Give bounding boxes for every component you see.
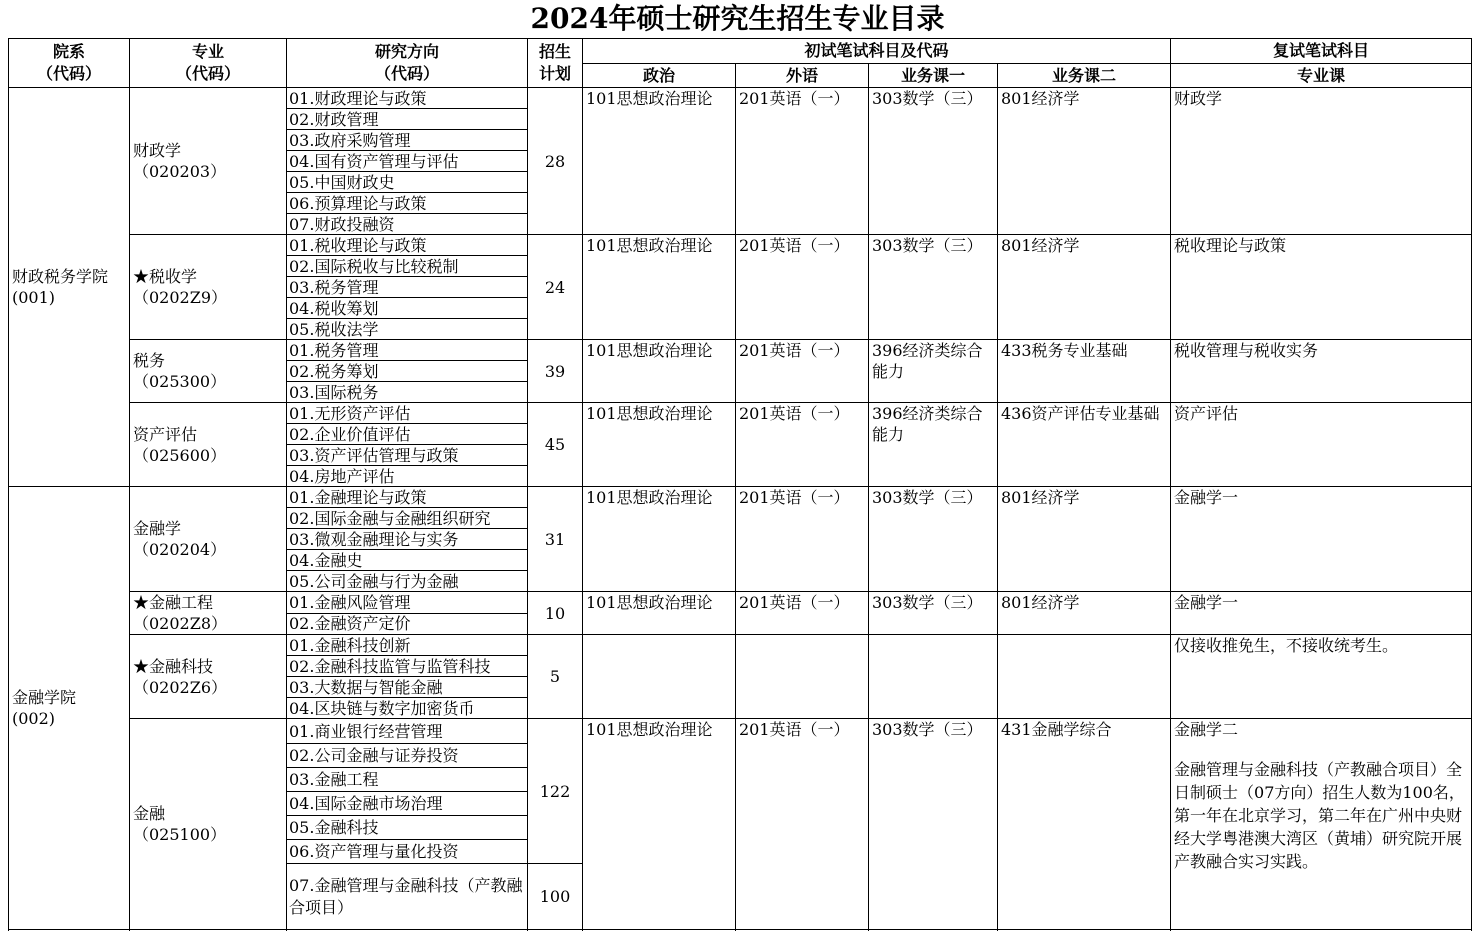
course1-cell <box>869 635 998 719</box>
major-cell: 财政学 （020203） <box>130 88 287 235</box>
header-retest: 复试笔试科目 <box>1171 39 1472 64</box>
quota-cell: 10 <box>528 592 583 635</box>
quota-cell: 45 <box>528 403 583 487</box>
course2-cell: 801经济学 <box>998 592 1171 635</box>
retest-cell <box>1171 719 1472 930</box>
quota-cell: 39 <box>528 340 583 403</box>
course2-cell: 801经济学 <box>998 88 1171 235</box>
course1-cell: 303数学（三） <box>869 235 998 340</box>
direction-item: 04.金融史 <box>287 550 528 571</box>
major-cell: ★金融工程 （0202Z8） <box>130 592 287 635</box>
direction-item: 07.财政投融资 <box>287 214 528 235</box>
course2-cell: 801经济学 <box>998 487 1171 592</box>
header-prelim: 初试笔试科目及代码 <box>583 39 1171 64</box>
dept-cell: 金融学院 (002) <box>9 487 130 930</box>
course1-cell: 303数学（三） <box>869 88 998 235</box>
course1-cell: 303数学（三） <box>869 592 998 635</box>
direction-item: 02.国际税收与比较税制 <box>287 256 528 277</box>
politics-cell: 101思想政治理论 <box>583 719 736 930</box>
direction-item: 01.财政理论与政策 <box>287 88 528 109</box>
retest-cell: 税收理论与政策 <box>1171 235 1472 340</box>
direction-item: 04.房地产评估 <box>287 466 528 487</box>
retest-cell: 税收管理与税收实务 <box>1171 340 1472 403</box>
politics-cell <box>583 635 736 719</box>
course2-cell: 431金融学综合 <box>998 719 1171 930</box>
politics-cell: 101思想政治理论 <box>583 340 736 403</box>
quota-cell: 122 <box>528 719 583 864</box>
course1-cell: 303数学（三） <box>869 719 998 930</box>
page-title: 2024年硕士研究生招生专业目录 <box>530 2 945 35</box>
course1-cell: 396经济类综合能力 <box>869 340 998 403</box>
direction-item: 03.资产评估管理与政策 <box>287 445 528 466</box>
course2-cell: 801经济学 <box>998 235 1171 340</box>
retest-cell: 资产评估 <box>1171 403 1472 487</box>
direction-item: 01.税收理论与政策 <box>287 235 528 256</box>
language-cell: 201英语（一） <box>736 719 869 930</box>
direction-item: 03.政府采购管理 <box>287 130 528 151</box>
direction-item: 04.区块链与数字加密货币 <box>287 698 528 719</box>
direction-item: 01.金融风险管理 <box>287 592 528 614</box>
course1-cell: 303数学（三） <box>869 487 998 592</box>
direction-item: 02.税务筹划 <box>287 361 528 382</box>
direction-item: 02.公司金融与证券投资 <box>287 744 528 768</box>
direction-item: 03.大数据与智能金融 <box>287 677 528 698</box>
language-cell: 201英语（一） <box>736 88 869 235</box>
direction-item: 03.国际税务 <box>287 382 528 403</box>
language-cell <box>736 635 869 719</box>
language-cell: 201英语（一） <box>736 403 869 487</box>
retest-note: 金融管理与金融科技（产教融合项目）全日制硕士（07方向）招生人数为100名，第一年在北京学习，第二年在广州中央财经大学粤港澳大湾区（黄埔）研究院开展产教融合实习实践。 <box>1174 760 1465 871</box>
course2-cell: 436资产评估专业基础 <box>998 403 1171 487</box>
catalog-table <box>8 38 1472 930</box>
course2-cell <box>998 635 1171 719</box>
politics-cell: 101思想政治理论 <box>583 487 736 592</box>
language-cell: 201英语（一） <box>736 592 869 635</box>
direction-item: 03.金融工程 <box>287 768 528 792</box>
politics-cell: 101思想政治理论 <box>583 235 736 340</box>
language-cell: 201英语（一） <box>736 340 869 403</box>
direction-item: 01.商业银行经营管理 <box>287 719 528 744</box>
direction-item: 01.税务管理 <box>287 340 528 361</box>
header-retest-sub: 专业课 <box>1171 64 1472 88</box>
major-cell: 资产评估 （025600） <box>130 403 287 487</box>
retest-label: 金融学二 <box>1174 720 1239 739</box>
direction-item: 02.企业价值评估 <box>287 424 528 445</box>
header-politics: 政治 <box>583 64 736 88</box>
course1-cell: 396经济类综合能力 <box>869 403 998 487</box>
direction-item: 05.公司金融与行为金融 <box>287 571 528 592</box>
quota-cell: 28 <box>528 88 583 235</box>
direction-item: 07.金融管理与金融科技（产教融合项目） <box>287 864 528 930</box>
dept-cell: 财政税务学院 (001) <box>9 88 130 487</box>
header-major: 专业 （代码） <box>130 39 287 88</box>
direction-item: 04.国有资产管理与评估 <box>287 151 528 172</box>
politics-cell: 101思想政治理论 <box>583 88 736 235</box>
quota-cell: 31 <box>528 487 583 592</box>
direction-item: 03.税务管理 <box>287 277 528 298</box>
course2-cell: 433税务专业基础 <box>998 340 1171 403</box>
politics-cell: 101思想政治理论 <box>583 403 736 487</box>
header-course1: 业务课一 <box>869 64 998 88</box>
direction-item: 06.预算理论与政策 <box>287 193 528 214</box>
direction-item: 02.金融资产定价 <box>287 613 528 635</box>
quota-cell: 24 <box>528 235 583 340</box>
language-cell: 201英语（一） <box>736 487 869 592</box>
direction-item: 03.微观金融理论与实务 <box>287 529 528 550</box>
direction-item: 01.金融理论与政策 <box>287 487 528 508</box>
direction-item: 06.资产管理与量化投资 <box>287 840 528 864</box>
direction-item: 04.国际金融市场治理 <box>287 792 528 816</box>
major-cell: 金融 （025100） <box>130 719 287 930</box>
quota-cell-sub: 100 <box>528 864 583 930</box>
major-cell: ★金融科技 （0202Z6） <box>130 635 287 719</box>
major-cell: 税务 （025300） <box>130 340 287 403</box>
retest-cell: 金融学一 <box>1171 487 1472 592</box>
language-cell: 201英语（一） <box>736 235 869 340</box>
direction-item: 01.无形资产评估 <box>287 403 528 424</box>
direction-item: 01.金融科技创新 <box>287 635 528 656</box>
retest-cell: 金融学一 <box>1171 592 1472 635</box>
header-dept: 院系 （代码） <box>9 39 130 88</box>
direction-item: 04.税收筹划 <box>287 298 528 319</box>
direction-item: 05.金融科技 <box>287 816 528 840</box>
header-direction: 研究方向 （代码） <box>287 39 528 88</box>
retest-cell: 仅接收推免生，不接收统考生。 <box>1171 635 1472 719</box>
politics-cell: 101思想政治理论 <box>583 592 736 635</box>
header-quota: 招生 计划 <box>528 39 583 88</box>
header-language: 外语 <box>736 64 869 88</box>
header-course2: 业务课二 <box>998 64 1171 88</box>
direction-item: 05.中国财政史 <box>287 172 528 193</box>
direction-item: 02.国际金融与金融组织研究 <box>287 508 528 529</box>
direction-item: 02.金融科技监管与监管科技 <box>287 656 528 677</box>
quota-cell: 5 <box>528 635 583 719</box>
retest-cell: 财政学 <box>1171 88 1472 235</box>
direction-item: 02.财政管理 <box>287 109 528 130</box>
major-cell: ★税收学 （0202Z9） <box>130 235 287 340</box>
direction-item: 05.税收法学 <box>287 319 528 340</box>
major-cell: 金融学 （020204） <box>130 487 287 592</box>
